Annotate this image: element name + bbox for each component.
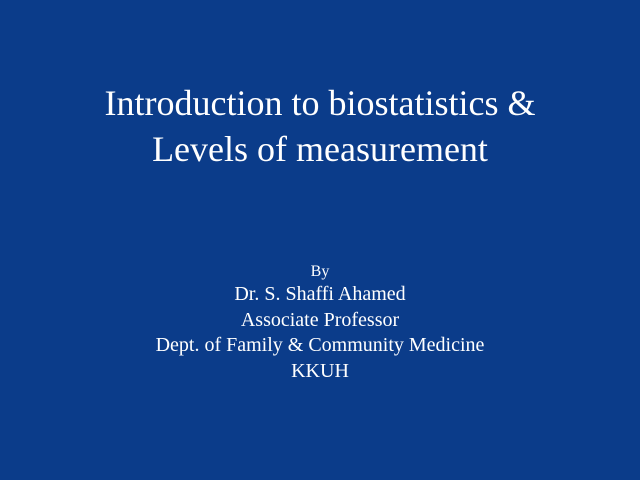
author-block <box>0 262 640 384</box>
author-position: Associate Professor <box>240 308 400 331</box>
author-institution: KKUH <box>291 359 349 382</box>
author-department: Dept. of Family & Community Medicine <box>155 334 485 356</box>
slide-title <box>0 80 640 172</box>
author-name: Dr. S. Shaffi Ahamed <box>234 283 406 305</box>
title-line-2: Levels of measurement <box>152 129 488 169</box>
title-line-1: Introduction to biostatistics & <box>104 83 536 123</box>
by-label: By <box>310 263 330 280</box>
